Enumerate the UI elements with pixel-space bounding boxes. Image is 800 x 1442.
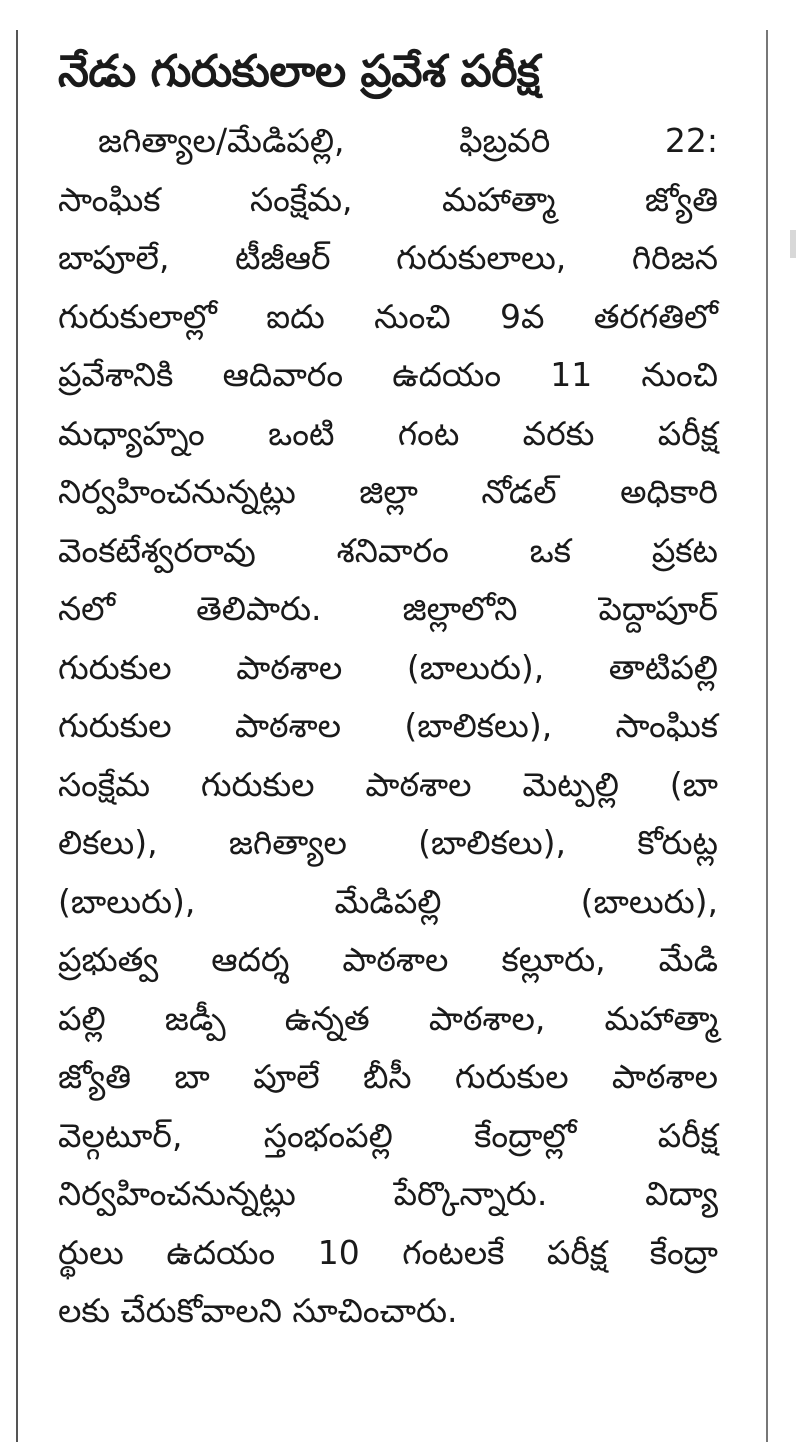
article-line: మధ్యాహ్నం ఒంటి గంట వరకు పరీక్ష	[58, 413, 718, 453]
article-line: ప్రభుత్వ ఆదర్శ పాఠశాల కల్లూరు, మేడి	[58, 940, 718, 979]
article-line: సాంఘిక సంక్షేమ, మహాత్మా జ్యోతి	[58, 179, 718, 219]
article-line: ర్థులు ఉదయం 10 గంటలకే పరీక్ష కేంద్రా	[58, 1232, 718, 1272]
article-line: (బాలురు), మేడిపల్లి (బాలురు),	[58, 881, 718, 921]
article-line: నిర్వహించనున్నట్లు పేర్కొన్నారు. విద్యా	[58, 1174, 718, 1213]
news-article	[58, 40, 718, 1341]
article-line: పల్లి జడ్పీ ఉన్నత పాఠశాల, మహాత్మా	[58, 998, 718, 1038]
article-line: సంక్షేమ గురుకుల పాఠశాల మెట్పల్లి (బా	[58, 764, 718, 804]
article-line: లికలు), జగిత్యాల (బాలికలు), కోరుట్ల	[58, 823, 718, 862]
article-line: గురుకుల పాఠశాల (బాలురు), తాటిపల్లి	[58, 647, 718, 687]
article-headline: నేడు గురుకులాల ప్రవేశ పరీక్ష	[58, 46, 540, 97]
article-line: గురుకుల పాఠశాల (బాలికలు), సాంఘిక	[58, 706, 718, 745]
article-line: బాపూలే, టీజీఆర్ గురుకులాలు, గిరిజన	[58, 238, 718, 277]
article-line: వెల్గటూర్, స్తంభంపల్లి కేంద్రాల్లో పరీక్ష	[58, 1115, 718, 1155]
column-rule-right	[766, 30, 768, 1442]
article-line: లకు చేరుకోవాలని సూచించారు.	[58, 1291, 458, 1330]
article-line: జగిత్యాల/మేడిపల్లి, ఫిబ్రవరి 22:	[98, 121, 718, 160]
article-line: నిర్వహించనున్నట్లు జిల్లా నోడల్ అధికారి	[58, 472, 718, 511]
column-rule-left	[16, 30, 18, 1442]
article-line: ప్రవేశానికి ఆదివారం ఉదయం 11 నుంచి	[58, 355, 718, 394]
article-body	[58, 112, 718, 1341]
article-line: వెంకటేశ్వరరావు శనివారం ఒక ప్రకట	[58, 530, 718, 570]
article-line: జ్యోతి బా పూలే బీసీ గురుకుల పాఠశాల	[58, 1057, 718, 1096]
adjacent-column-edge	[790, 230, 796, 258]
article-line: నలో తెలిపారు. జిల్లాలోని పెద్దాపూర్	[58, 589, 718, 628]
article-line: గురుకులాల్లో ఐదు నుంచి 9వ తరగతిలో	[58, 296, 718, 336]
